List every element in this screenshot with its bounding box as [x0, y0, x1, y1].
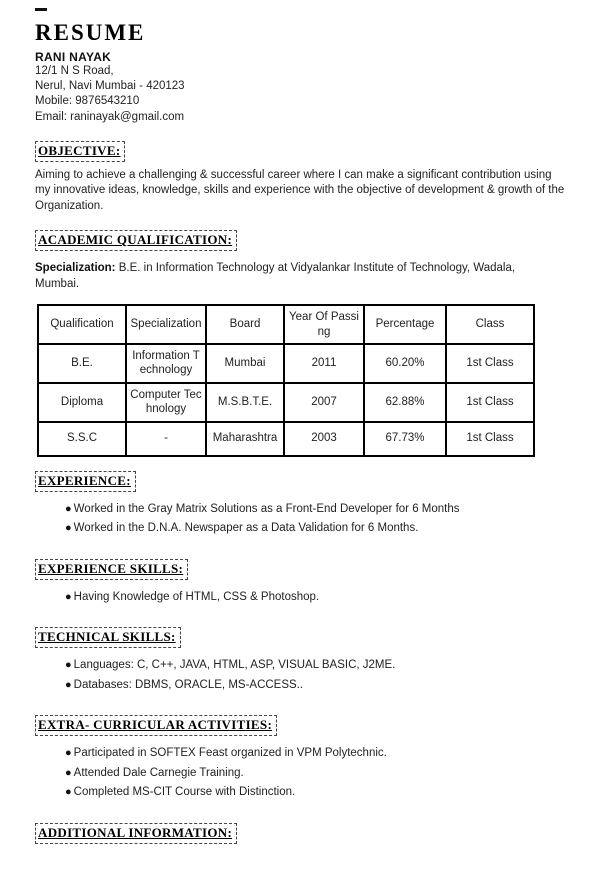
- cell-qualification: B.E.: [38, 344, 126, 383]
- cell-year: 2003: [284, 422, 364, 456]
- email-line: Email: raninayak@gmail.com: [35, 110, 185, 123]
- cell-year: 2011: [284, 344, 364, 383]
- list-item: [35, 766, 565, 782]
- cell-qualification: Diploma: [38, 383, 126, 422]
- technical-skills-item-text: Languages: C, C++, JAVA, HTML, ASP, VISUAL BASIC, J2ME.: [73, 659, 396, 672]
- specialization-label: Specialization:: [35, 262, 116, 275]
- experience-item-text: Worked in the Gray Matrix Solutions as a Front-End Developer for 6 Months: [73, 502, 460, 515]
- specialization-text: B.E. in Information Technology at Vidyalankar Institute of Technology, Wadala, Mumbai.: [35, 262, 516, 290]
- table-header-row: [38, 305, 534, 344]
- objective-text: Aiming to achieve a challenging & successful career where I can make a significant contribution using my innovative ideas, knowledge, skills and experience with the objective of development & growth of the Organization.: [35, 168, 565, 212]
- bullet-icon: ●: [65, 502, 72, 515]
- cell-specialization: -: [126, 422, 206, 456]
- extra-curricular-list: [35, 746, 565, 801]
- col-header-board: Board: [206, 305, 284, 344]
- cell-board: Mumbai: [206, 344, 284, 383]
- cell-qualification: S.S.C: [38, 422, 126, 456]
- list-item: [35, 678, 565, 694]
- cell-class: 1st Class: [446, 344, 534, 383]
- list-item: [35, 746, 565, 762]
- experience-skills-heading: EXPERIENCE SKILLS:: [35, 559, 188, 580]
- technical-skills-list: [35, 658, 565, 693]
- col-header-class: Class: [446, 305, 534, 344]
- col-header-percentage: Percentage: [364, 305, 446, 344]
- qualification-table: [37, 304, 535, 456]
- cell-board: M.S.B.T.E.: [206, 383, 284, 422]
- bullet-icon: ●: [65, 678, 72, 691]
- extra-curricular-item-text: Participated in SOFTEX Feast organized in VPM Polytechnic.: [73, 747, 387, 760]
- extra-curricular-heading: EXTRA- CURRICULAR ACTIVITIES:: [35, 715, 277, 736]
- extra-curricular-item-text: Attended Dale Carnegie Training.: [73, 766, 244, 779]
- experience-item-text: Worked in the D.N.A. Newspaper as a Data Validation for 6 Months.: [73, 522, 419, 535]
- bullet-icon: ●: [65, 590, 72, 603]
- cell-percentage: 62.88%: [364, 383, 446, 422]
- col-header-qualification: Qualification: [38, 305, 126, 344]
- list-item: [35, 658, 565, 674]
- specialization-line: [35, 261, 565, 292]
- person-name: RANI NAYAK: [35, 50, 112, 64]
- address-line-2: Nerul, Navi Mumbai - 420123: [35, 80, 185, 93]
- experience-heading: EXPERIENCE:: [35, 471, 136, 492]
- bullet-icon: ●: [65, 659, 72, 672]
- cell-specialization: Information Technology: [126, 344, 206, 383]
- list-item: [35, 590, 565, 606]
- list-item: [35, 785, 565, 801]
- objective-section: [35, 141, 565, 215]
- experience-section: [35, 471, 565, 537]
- address-line-1: 12/1 N S Road,: [35, 65, 114, 77]
- academic-heading: ACADEMIC QUALIFICATION:: [35, 230, 237, 251]
- additional-information-section: [35, 823, 565, 850]
- experience-skills-section: [35, 559, 565, 606]
- table-row: [38, 422, 534, 456]
- additional-information-heading: ADDITIONAL INFORMATION:: [35, 823, 237, 844]
- bullet-icon: ●: [65, 747, 72, 760]
- objective-heading: OBJECTIVE:: [35, 141, 125, 162]
- extra-curricular-item-text: Completed MS-CIT Course with Distinction.: [73, 786, 296, 799]
- cell-class: 1st Class: [446, 422, 534, 456]
- table-row: [38, 383, 534, 422]
- table-row: [38, 344, 534, 383]
- experience-list: [35, 502, 565, 537]
- list-item: [35, 502, 565, 518]
- technical-skills-heading: TECHNICAL SKILLS:: [35, 627, 181, 648]
- col-header-specialization: Specialization: [126, 305, 206, 344]
- bullet-icon: ●: [65, 786, 72, 799]
- cell-board: Maharashtra: [206, 422, 284, 456]
- corner-artifact-mark: [35, 8, 47, 11]
- bullet-icon: ●: [65, 766, 72, 779]
- technical-skills-section: [35, 627, 565, 693]
- experience-skills-list: [35, 590, 565, 606]
- document-title: RESUME: [35, 20, 146, 45]
- technical-skills-item-text: Databases: DBMS, ORACLE, MS-ACCESS..: [73, 678, 304, 691]
- col-header-year: Year Of Passing: [284, 305, 364, 344]
- cell-specialization: Computer Technology: [126, 383, 206, 422]
- cell-year: 2007: [284, 383, 364, 422]
- cell-class: 1st Class: [446, 383, 534, 422]
- cell-percentage: 60.20%: [364, 344, 446, 383]
- list-item: [35, 521, 565, 537]
- cell-percentage: 67.73%: [364, 422, 446, 456]
- bullet-icon: ●: [65, 522, 72, 535]
- mobile-line: Mobile: 9876543210: [35, 95, 140, 108]
- extra-curricular-section: [35, 715, 565, 801]
- academic-section: [35, 230, 565, 456]
- experience-skills-item-text: Having Knowledge of HTML, CSS & Photoshop.: [73, 590, 320, 603]
